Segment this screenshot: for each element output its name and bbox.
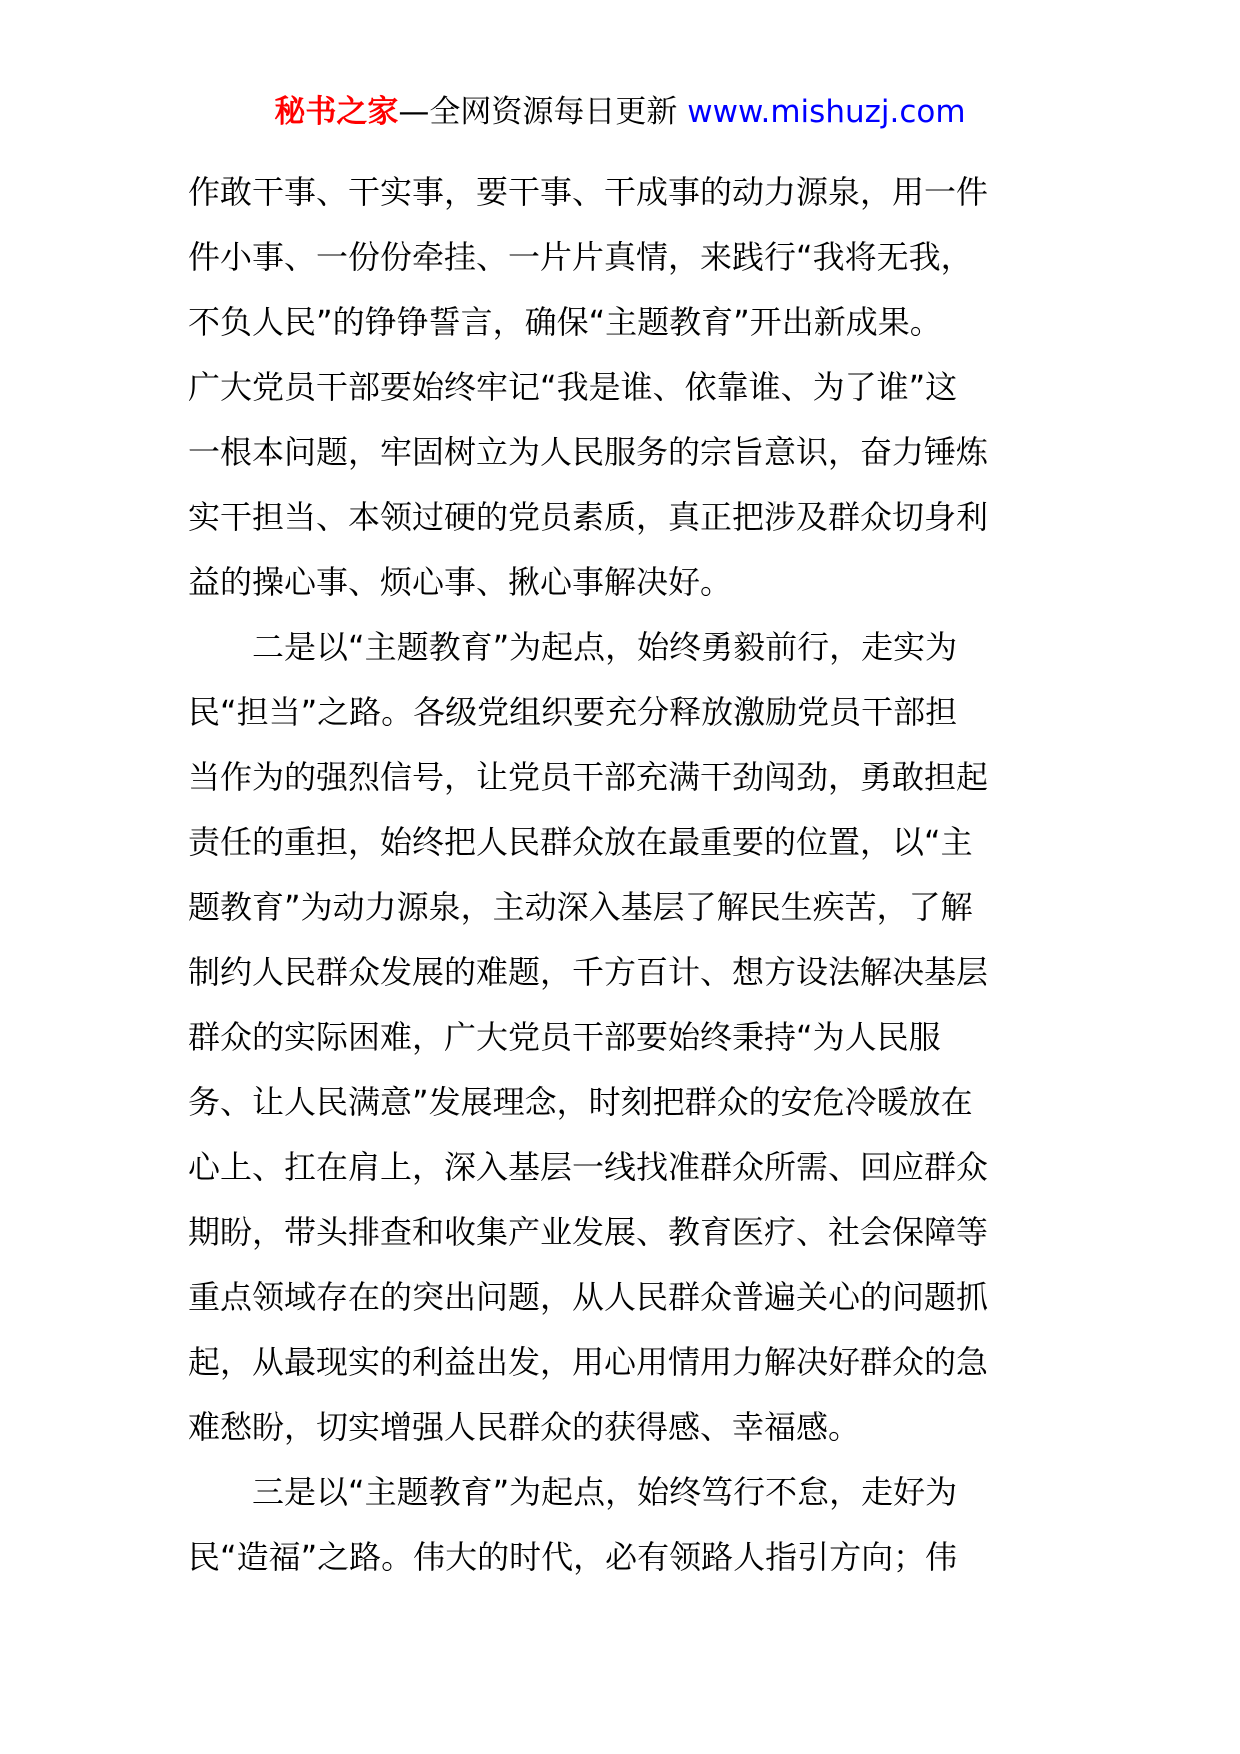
- document-body: [188, 160, 1063, 1590]
- text-line: 广大党员干部要始终牢记“我是谁、依靠谁、为了谁”这: [188, 368, 958, 406]
- text-line: 务、让人民满意”发展理念，时刻把群众的安危冷暖放在: [188, 1083, 973, 1121]
- text-line: 期盼，带头排查和收集产业发展、教育医疗、社会保障等: [188, 1213, 989, 1251]
- text-line: 实干担当、本领过硬的党员素质，真正把涉及群众切身利: [188, 498, 989, 536]
- site-url-link[interactable]: www.mishuzj.com: [687, 94, 966, 130]
- text-line: 当作为的强烈信号，让党员干部充满干劲闯劲，勇敢担起: [188, 758, 989, 796]
- text-line: 作敢干事、干实事，要干事、干成事的动力源泉，用一件: [188, 173, 989, 211]
- text-line: 不负人民”的铮铮誓言，确保“主题教育”开出新成果。: [188, 303, 942, 341]
- text-line: 一根本问题，牢固树立为人民服务的宗旨意识，奋力锤炼: [188, 433, 989, 471]
- text-line: 制约人民群众发展的难题，千方百计、想方设法解决基层: [188, 953, 989, 991]
- text-line: 起，从最现实的利益出发，用心用情用力解决好群众的急: [188, 1343, 989, 1381]
- header-tagline: —全网资源每日更新: [398, 94, 688, 130]
- text-line: 重点领域存在的突出问题，从人民群众普遍关心的问题抓: [188, 1278, 989, 1316]
- text-line: 民“造福”之路。伟大的时代，必有领路人指引方向；伟: [188, 1538, 958, 1576]
- brand-name: 秘书之家: [274, 94, 399, 130]
- paragraph-first-line: 二是以“主题教育”为起点，始终勇毅前行，走实为: [252, 628, 958, 666]
- text-line: 题教育”为动力源泉，主动深入基层了解民生疾苦，了解: [188, 888, 973, 926]
- paragraph-first-line: 三是以“主题教育”为起点，始终笃行不怠，走好为: [252, 1473, 958, 1511]
- page-header: [0, 92, 1240, 132]
- text-line: 难愁盼，切实增强人民群众的获得感、幸福感。: [188, 1408, 861, 1446]
- text-line: 益的操心事、烦心事、揪心事解决好。: [188, 563, 733, 601]
- text-line: 心上、扛在肩上，深入基层一线找准群众所需、回应群众: [188, 1148, 989, 1186]
- text-line: 群众的实际困难，广大党员干部要始终秉持“为人民服: [188, 1018, 941, 1056]
- text-line: 件小事、一份份牵挂、一片片真情，来践行“我将无我，: [188, 238, 973, 276]
- text-line: 责任的重担，始终把人民群众放在最重要的位置，以“主: [188, 823, 973, 861]
- text-line: 民“担当”之路。各级党组织要充分释放激励党员干部担: [188, 693, 958, 731]
